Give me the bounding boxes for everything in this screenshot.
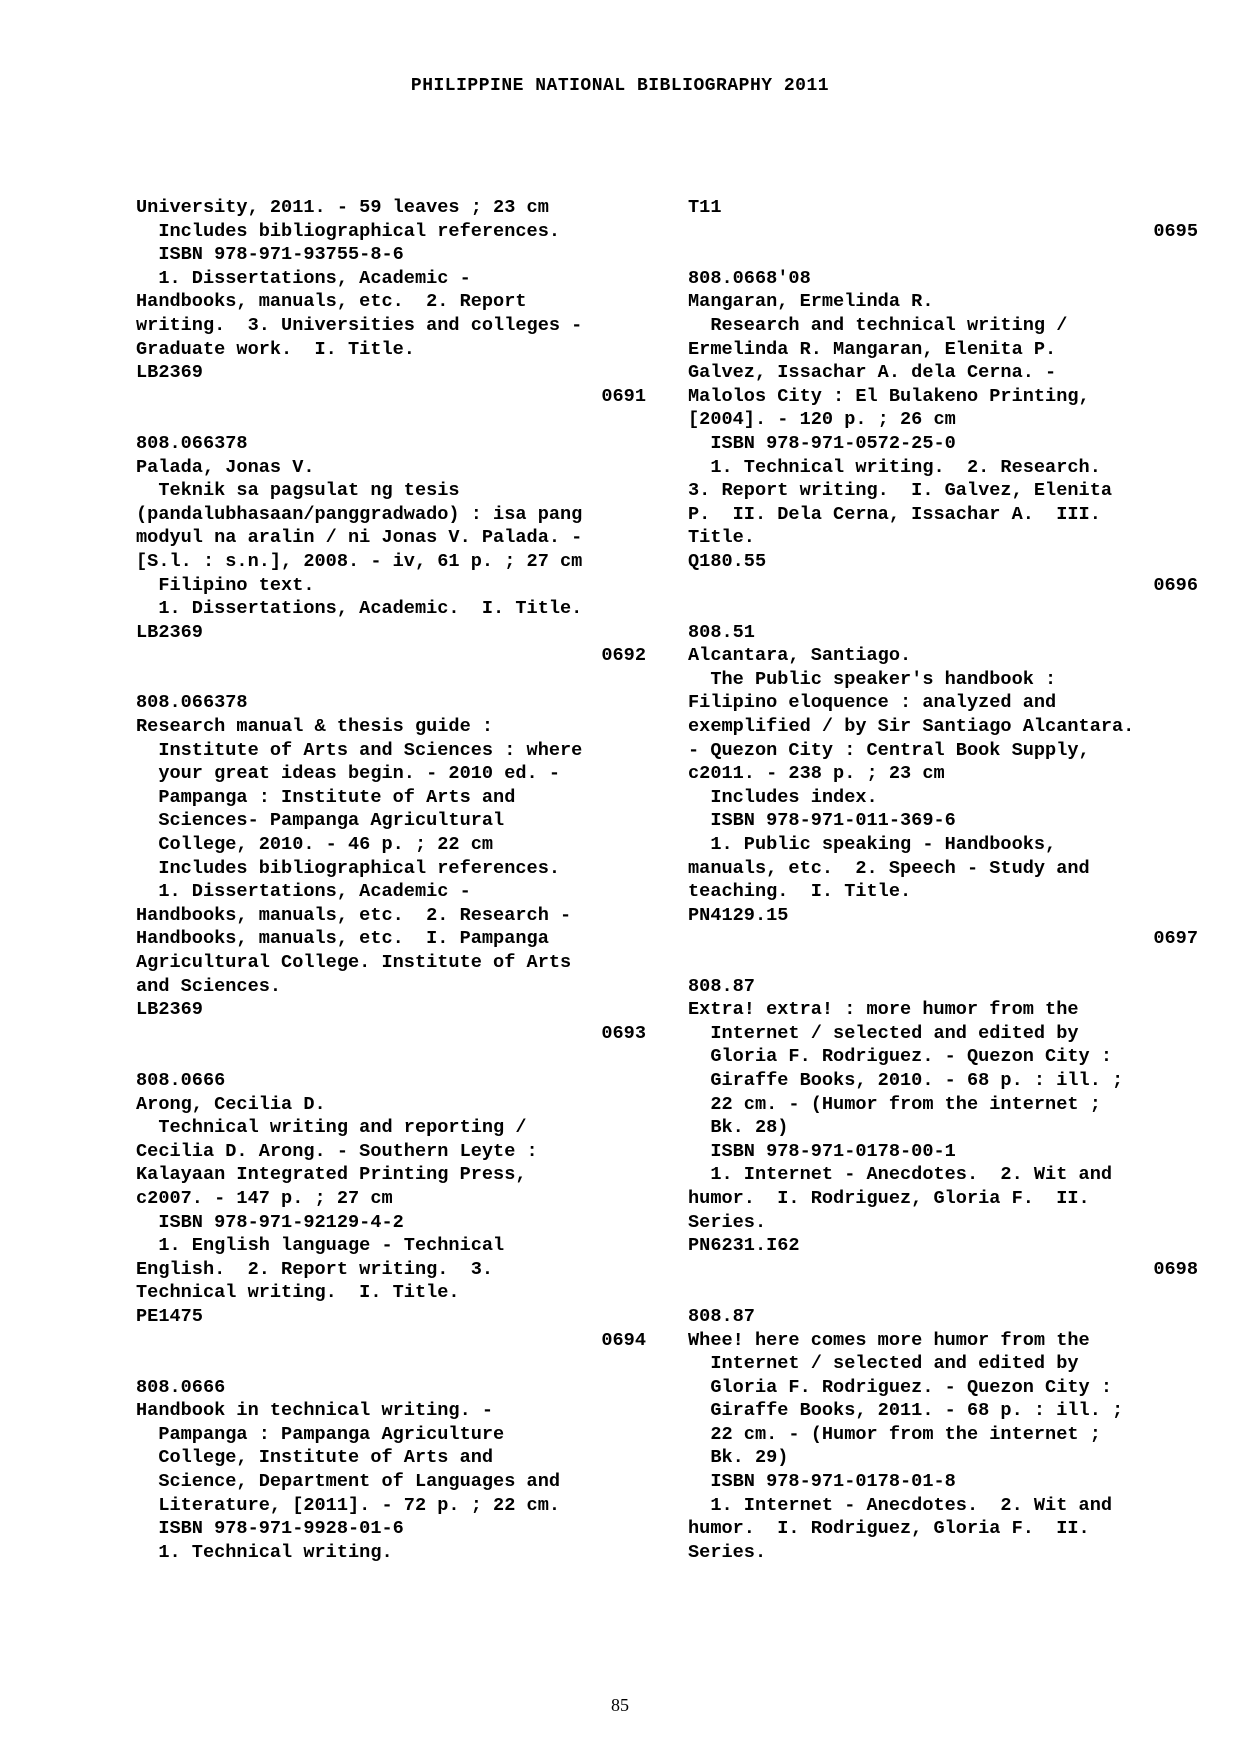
entry-line: Includes bibliographical references. [136, 220, 561, 242]
entry-line: 808.87 [688, 1305, 755, 1327]
entry-line: humor. I. Rodriguez, Gloria F. II. [688, 1518, 1090, 1540]
entry-line: Teknik sa pagsulat ng tesis [136, 480, 460, 502]
entry-line: Q180.55 [688, 550, 767, 572]
entry-line: 808.87 [688, 975, 755, 997]
entry-line: Arong, Cecilia D. [136, 1093, 326, 1115]
blank-line [688, 243, 1198, 267]
entry-line: Series. [688, 1541, 767, 1563]
entry-line: 1. Technical writing. 2. Research. [688, 456, 1101, 478]
entry-line: and Sciences. [136, 975, 282, 997]
entry-line: writing. 3. Universities and colleges - [136, 314, 583, 336]
entry-line: Bk. 28) [688, 1117, 789, 1139]
entry-line: Technical writing and reporting / [136, 1117, 527, 1139]
entry-number: 0696 [1153, 574, 1198, 596]
entry-line: 1. Internet - Anecdotes. 2. Wit and [688, 1164, 1113, 1186]
entry-line: ISBN 978-971-93755-8-6 [136, 244, 404, 266]
entry-line: Pampanga : Institute of Arts and [136, 786, 516, 808]
entry-line: Alcantara, Santiago. [688, 645, 912, 667]
blank-line [136, 408, 646, 432]
entry-line: 1. Public speaking - Handbooks, [688, 834, 1057, 856]
entry-line: Extra! extra! : more humor from the [688, 999, 1079, 1021]
entry-line: Gloria F. Rodriguez. - Quezon City : [688, 1376, 1113, 1398]
entry-line: LB2369 [136, 362, 203, 384]
entry-line: Research and technical writing / [688, 314, 1068, 336]
entry-line: Graduate work. I. Title. [136, 338, 415, 360]
blank-line [688, 1281, 1198, 1305]
entry-line: Title. [688, 527, 755, 549]
entry-line: 1. Dissertations, Academic - [136, 881, 471, 903]
entry-line: 1. Dissertations, Academic - [136, 267, 471, 289]
entry-line: 1. English language - Technical [136, 1235, 505, 1257]
entry-line: 1. Dissertations, Academic. I. Title. [136, 598, 583, 620]
blank-line [136, 1352, 646, 1376]
entry-line: 22 cm. - (Humor from the internet ; [688, 1423, 1101, 1445]
entry-line: - Quezon City : Central Book Supply, [688, 739, 1090, 761]
entry-line: Technical writing. I. Title. [136, 1282, 460, 1304]
entry-line: College, 2010. - 46 p. ; 22 cm [136, 834, 494, 856]
entry-line: your great ideas begin. - 2010 ed. - [136, 763, 561, 785]
entry-line: The Public speaker's handbook : [688, 668, 1057, 690]
entry-line: 808.51 [688, 621, 755, 643]
entry-line: PN4129.15 [688, 904, 789, 926]
entry-line: 3. Report writing. I. Galvez, Elenita [688, 480, 1113, 502]
entry-number: 0695 [1153, 220, 1198, 242]
entry-line: Bk. 29) [688, 1447, 789, 1469]
entry-line: ISBN 978-971-92129-4-2 [136, 1211, 404, 1233]
entry-line: Giraffe Books, 2010. - 68 p. : ill. ; [688, 1069, 1124, 1091]
entry-line: ISBN 978-971-9928-01-6 [136, 1518, 404, 1540]
left-column [136, 196, 646, 1564]
entry-line: teaching. I. Title. [688, 881, 912, 903]
entry-line: 808.0666 [136, 1069, 226, 1091]
entry-line: 1. Technical writing. [136, 1541, 393, 1563]
entry-line: Galvez, Issachar A. dela Cerna. - [688, 362, 1057, 384]
entry-line: Giraffe Books, 2011. - 68 p. : ill. ; [688, 1400, 1124, 1422]
entry-line: ISBN 978-971-0572-25-0 [688, 432, 956, 454]
entry-line: 22 cm. - (Humor from the internet ; [688, 1093, 1101, 1115]
entry-line: 808.066378 [136, 432, 248, 454]
entry-line: exemplified / by Sir Santiago Alcantara. [688, 716, 1135, 738]
entry-line: Sciences- Pampanga Agricultural [136, 810, 505, 832]
entry-number: 0697 [1153, 928, 1198, 950]
entry-number: 0692 [601, 645, 646, 667]
entry-line: LB2369 [136, 999, 203, 1021]
entry-line: Gloria F. Rodriguez. - Quezon City : [688, 1046, 1113, 1068]
entry-line: Literature, [2011]. - 72 p. ; 22 cm. [136, 1494, 561, 1516]
entry-line: Handbooks, manuals, etc. 2. Research - [136, 904, 572, 926]
entry-line: Series. [688, 1211, 767, 1233]
entry-line: PE1475 [136, 1305, 203, 1327]
entry-line: LB2369 [136, 621, 203, 643]
entry-line: [S.l. : s.n.], 2008. - iv, 61 p. ; 27 cm [136, 550, 583, 572]
entry-line: humor. I. Rodriguez, Gloria F. II. [688, 1187, 1090, 1209]
entry-line: Pampanga : Pampanga Agriculture [136, 1423, 505, 1445]
blank-line [688, 597, 1198, 621]
entry-line: 808.066378 [136, 692, 248, 714]
entry-line: Whee! here comes more humor from the [688, 1329, 1090, 1351]
entry-line: Palada, Jonas V. [136, 456, 315, 478]
entry-line: English. 2. Report writing. 3. [136, 1258, 494, 1280]
entry-line: Agricultural College. Institute of Arts [136, 952, 572, 973]
entry-line: Institute of Arts and Sciences : where [136, 739, 583, 761]
entry-line: Malolos City : El Bulakeno Printing, [688, 385, 1090, 407]
entry-line: c2011. - 238 p. ; 23 cm [688, 763, 945, 785]
page-header-title: PHILIPPINE NATIONAL BIBLIOGRAPHY 2011 [410, 76, 830, 96]
entry-line: Ermelinda R. Mangaran, Elenita P. [688, 338, 1057, 360]
entry-line: Mangaran, Ermelinda R. [688, 291, 934, 313]
entry-line: PN6231.I62 [688, 1235, 800, 1257]
entry-line: 1. Internet - Anecdotes. 2. Wit and [688, 1494, 1113, 1516]
entry-number: 0691 [601, 385, 646, 407]
entry-line: 808.0668'08 [688, 267, 811, 289]
entry-line: [2004]. - 120 p. ; 26 cm [688, 409, 956, 431]
blank-line [136, 668, 646, 692]
entry-line: T11 [688, 197, 722, 218]
right-column [688, 196, 1198, 1564]
entry-line: manuals, etc. 2. Speech - Study and [688, 857, 1090, 879]
entry-line: ISBN 978-971-011-369-6 [688, 810, 956, 832]
entry-number: 0698 [1153, 1258, 1198, 1280]
entry-line: Includes bibliographical references. [136, 857, 561, 879]
entry-line: Handbooks, manuals, etc. 2. Report [136, 291, 527, 313]
entry-line: Handbooks, manuals, etc. I. Pampanga [136, 928, 549, 950]
entry-line: Internet / selected and edited by [688, 1353, 1079, 1375]
entry-line: Filipino eloquence : analyzed and [688, 692, 1057, 714]
entry-line: ISBN 978-971-0178-00-1 [688, 1140, 956, 1162]
page-number: 85 [611, 1695, 629, 1715]
blank-line [688, 951, 1198, 975]
entry-line: c2007. - 147 p. ; 27 cm [136, 1187, 393, 1209]
entry-line: (pandalubhasaan/panggradwado) : isa pang [136, 503, 583, 525]
entry-line: P. II. Dela Cerna, Issachar A. III. [688, 503, 1101, 525]
entry-line: ISBN 978-971-0178-01-8 [688, 1471, 956, 1493]
blank-line [136, 1045, 646, 1069]
entry-line: Includes index. [688, 786, 878, 808]
entry-line: 808.0666 [136, 1376, 226, 1398]
entry-number: 0693 [601, 1022, 646, 1044]
entry-line: Kalayaan Integrated Printing Press, [136, 1164, 527, 1186]
entry-line: Research manual & thesis guide : [136, 716, 494, 738]
entry-line: College, Institute of Arts and [136, 1447, 494, 1469]
entry-line: Cecilia D. Arong. - Southern Leyte : [136, 1140, 538, 1162]
entry-line: Filipino text. [136, 574, 315, 596]
entry-line: Science, Department of Languages and [136, 1471, 561, 1493]
entry-line: Internet / selected and edited by [688, 1022, 1079, 1044]
entry-line: modyul na aralin / ni Jonas V. Palada. - [136, 527, 583, 549]
entry-line: University, 2011. - 59 leaves ; 23 cm [136, 197, 549, 218]
entry-line: Handbook in technical writing. - [136, 1400, 494, 1422]
entry-number: 0694 [601, 1329, 646, 1351]
